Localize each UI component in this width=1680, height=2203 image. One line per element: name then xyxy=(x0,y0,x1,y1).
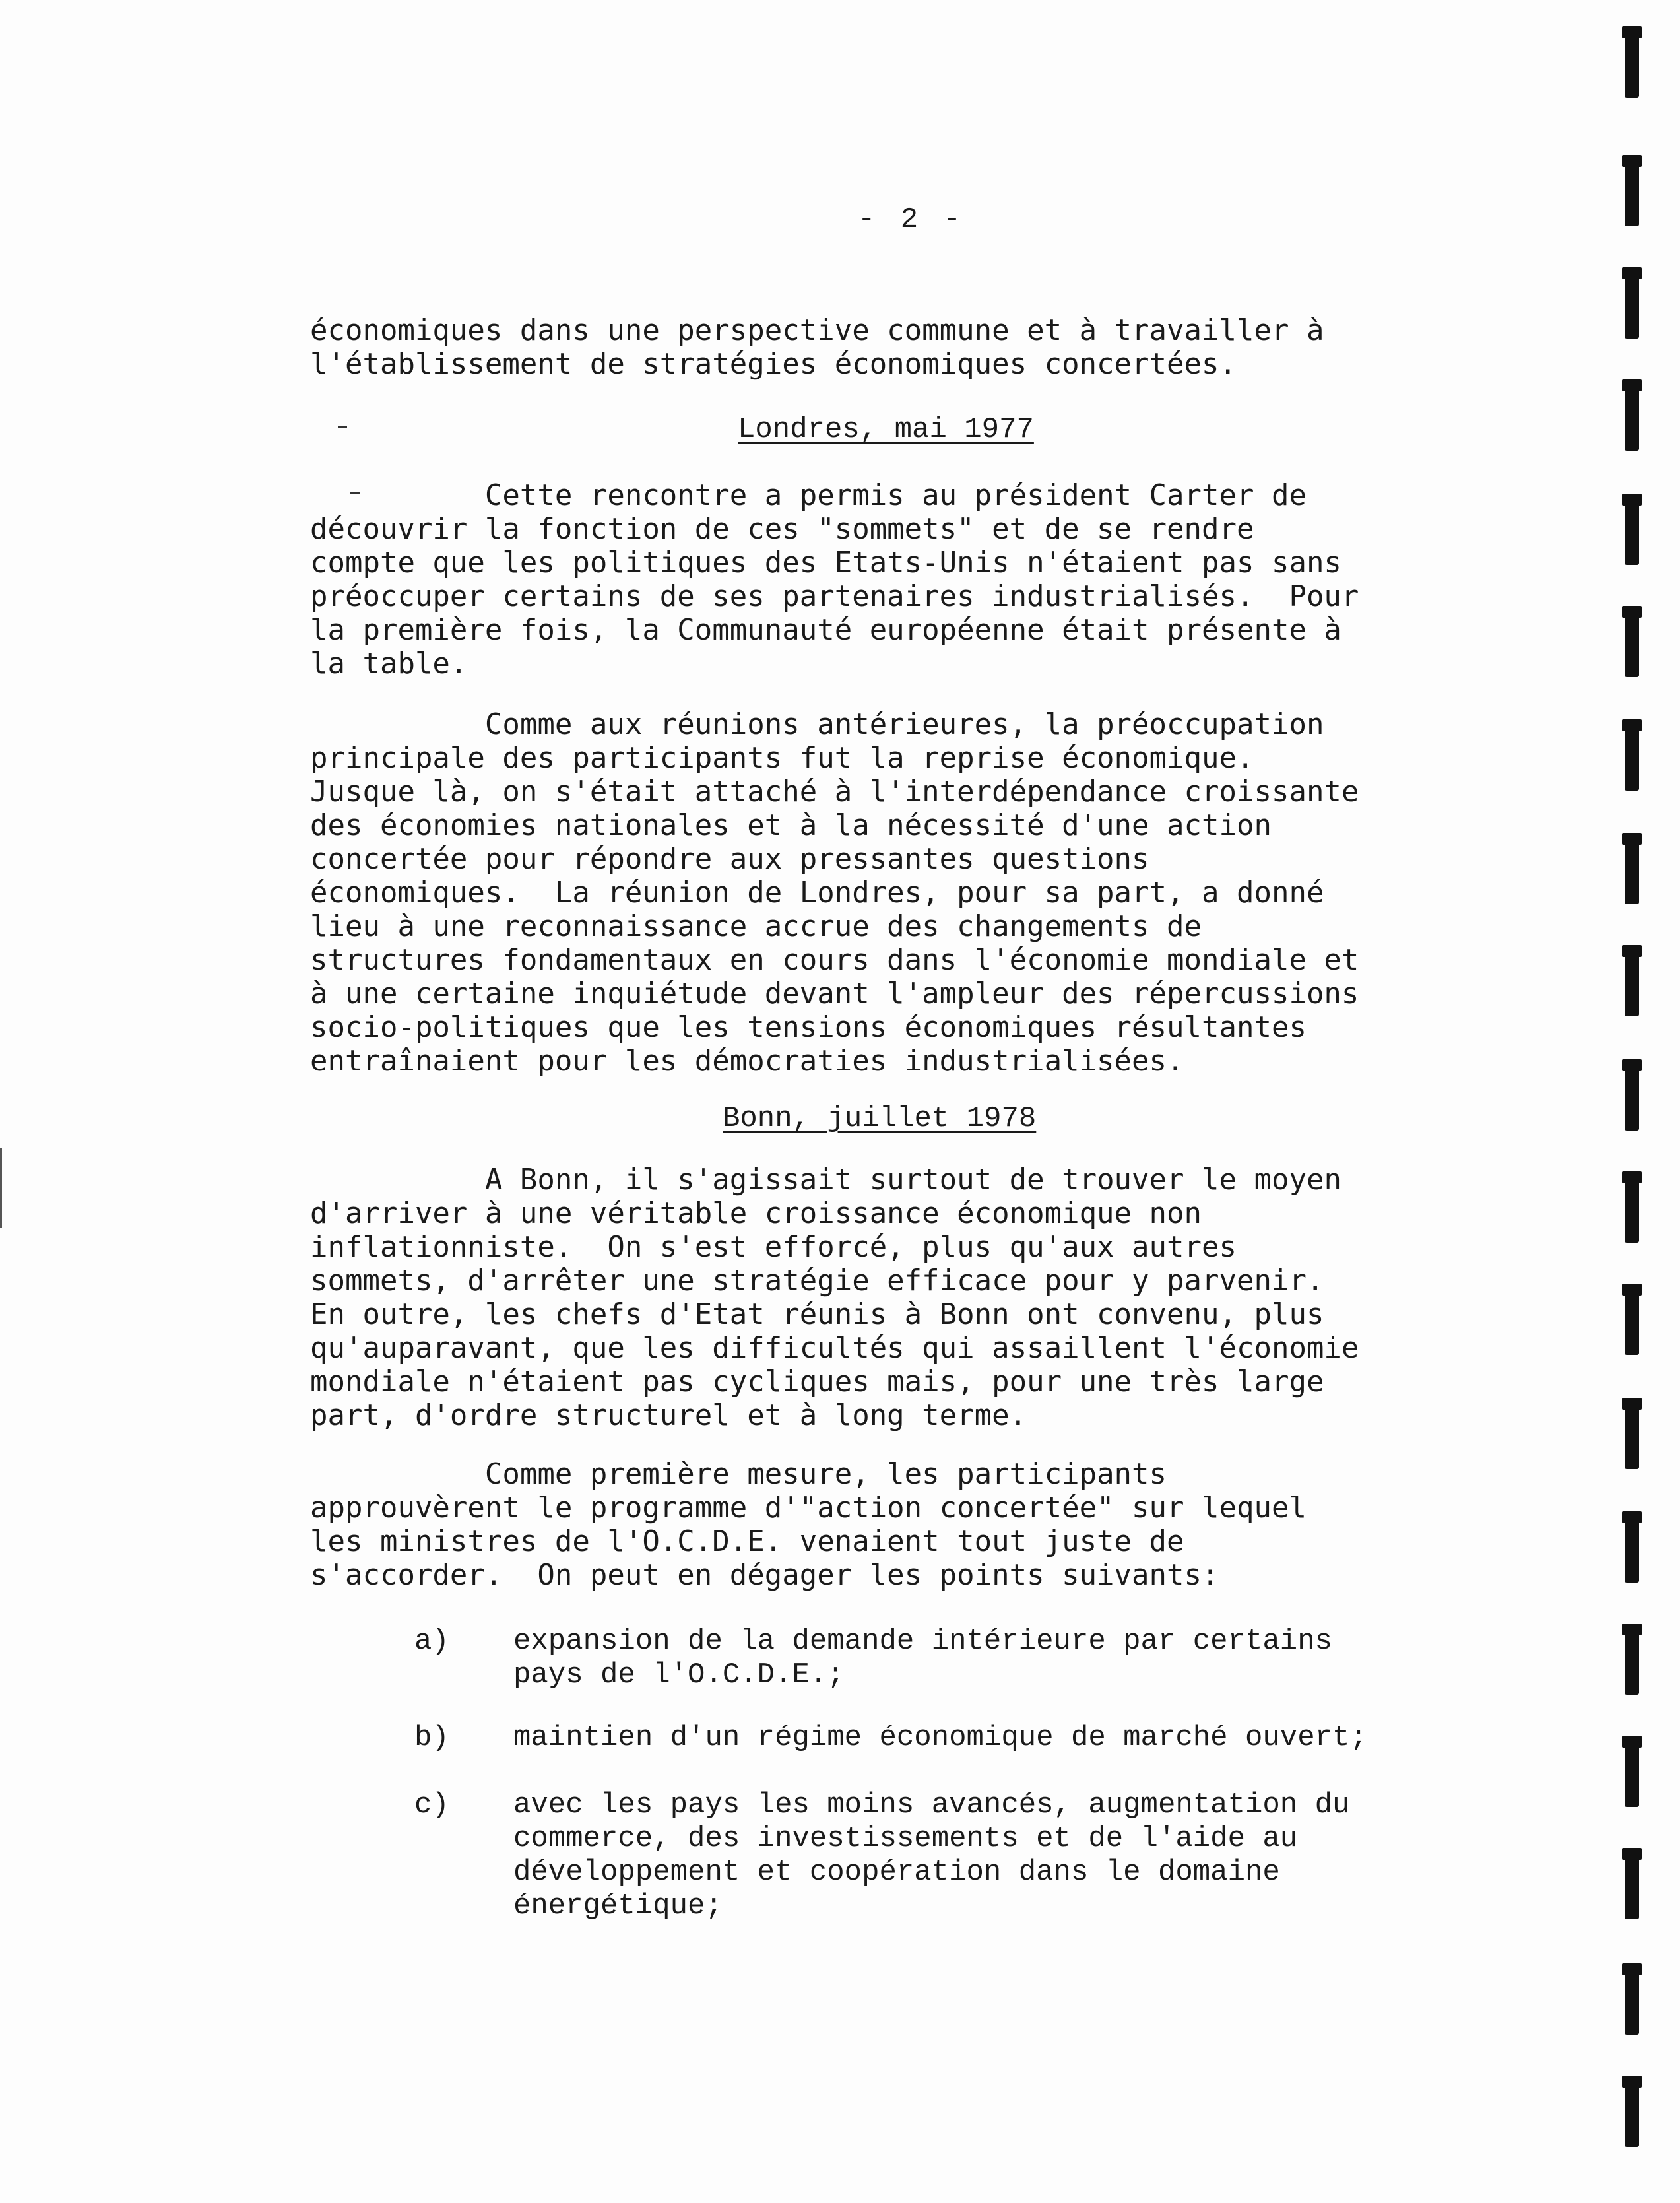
binding-hole-mark xyxy=(1625,1171,1639,1243)
binding-hole-mark xyxy=(1625,945,1639,1016)
scan-speck xyxy=(338,426,347,428)
london-paragraph-2: Comme aux réunions antérieures, la préoccupation principale des participants fut la reprise économique. Jusque là, on s'était attaché à l'interdépendance croissante des économies nationales et à la nécessité d'une action concertée pour répondre aux pressantes questions économiques. La réunion de Londres, pour sa part, a donné lieu à une reconnaissance accrue des changements de structures fondamentaux en cours dans l'économie mondiale et à une certaine inquiétude devant l'ampleur des répercussions socio-politiques que les tensions économiques résultantes entraînaient pour les démocraties industrialisées. xyxy=(310,707,1359,1078)
binding-hole-mark xyxy=(1625,155,1639,226)
list-item-label: c) xyxy=(414,1789,449,1822)
list-item-text: avec les pays les moins avancés, augmentation du commerce, des investissements et de l'aide au développement et coopération dans le domaine énergétique; xyxy=(513,1789,1350,1923)
binding-hole-mark xyxy=(1625,606,1639,677)
binding-hole-mark xyxy=(1625,267,1639,339)
binding-hole-mark xyxy=(1625,719,1639,791)
bonn-paragraph-2: Comme première mesure, les participants approuvèrent le programme d'"action concertée" sur lequel les ministres de l'O.C.D.E. venaient tout juste de s'accorder. On peut en dégager les points suivants: xyxy=(310,1457,1307,1592)
page-number: - 2 - xyxy=(858,203,965,236)
scan-edge-line xyxy=(0,1148,2,1228)
section-heading-bonn: Bonn, juillet 1978 xyxy=(723,1102,1037,1135)
binding-hole-mark xyxy=(1625,494,1639,565)
binding-hole-mark xyxy=(1625,1963,1639,2035)
binding-hole-mark xyxy=(1625,1511,1639,1583)
london-paragraph-1: Cette rencontre a permis au président Carter de découvrir la fonction de ces "sommets" et de se rendre compte que les politiques des Etats-Unis n'étaient pas sans préoccuper certains de ses partenaires industrialisés. Pour la première fois, la Communauté européenne était présente à la table. xyxy=(310,478,1359,680)
binding-hole-mark xyxy=(1625,1848,1639,1919)
bonn-paragraph-1: A Bonn, il s'agissait surtout de trouver le moyen d'arriver à une véritable croissance économique non inflationniste. On s'est efforcé, plus qu'aux autres sommets, d'arrêter une stratégie efficace pour y parvenir. En outre, les chefs d'Etat réunis à Bonn ont convenu, plus qu'auparavant, que les difficultés qui assaillent l'économie mondiale n'étaient pas cycliques mais, pour une très large part, d'ordre structurel et à long terme. xyxy=(310,1163,1359,1432)
intro-paragraph: économiques dans une perspective commune et à travailler à l'établissement de stratégies économiques concertées. xyxy=(310,313,1324,381)
binding-hole-mark xyxy=(1625,1398,1639,1469)
binding-hole-mark xyxy=(1625,2076,1639,2147)
binding-hole-mark xyxy=(1625,1284,1639,1355)
binding-hole-mark xyxy=(1625,833,1639,904)
section-heading-london: Londres, mai 1977 xyxy=(738,413,1034,446)
binding-hole-mark xyxy=(1625,26,1639,98)
list-item-text: expansion de la demande intérieure par certains pays de l'O.C.D.E.; xyxy=(513,1625,1333,1692)
list-item-label: a) xyxy=(414,1625,449,1658)
binding-hole-mark xyxy=(1625,379,1639,451)
binding-hole-mark xyxy=(1625,1059,1639,1131)
list-item-text: maintien d'un régime économique de marché ouvert; xyxy=(513,1721,1367,1754)
binding-hole-mark xyxy=(1625,1736,1639,1807)
list-item-label: b) xyxy=(414,1721,449,1754)
binding-hole-mark xyxy=(1625,1624,1639,1695)
